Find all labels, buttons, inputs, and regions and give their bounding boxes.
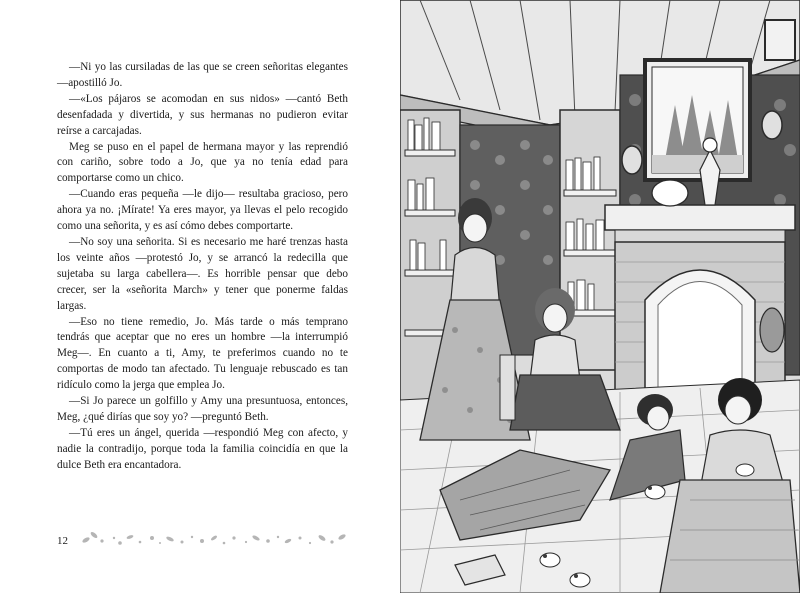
paragraph: —No soy una señorita. Si es necesario me haré trenzas hasta los veinte años —protestó Jo, y se arrancó la redecilla que sujetaba su larga cabellera—. Es horrible pensar que debo crecer, ser la «señorita March» y tener que ponerme faldas largas.: [57, 235, 348, 312]
page-number: 12: [57, 535, 68, 547]
floral-ornament: [80, 526, 348, 550]
paragraph: Meg se puso en el papel de hermana mayor y las reprendió con cariño, sobre todo a Jo, que ya no tenía edad para comportarse como un chico.: [57, 140, 348, 185]
paragraph: —Eso no tiene remedio, Jo. Más tarde o más temprano tendrás que aceptar que no eres un hombre —la interrumpió Meg—. En cuanto a ti, Amy, te preferimos cuando no te comportas de modo tan afectado. Tu lenguaje rebuscado es tan ridículo como la jerga que emplea Jo.: [57, 315, 348, 392]
paragraph: —Ni yo las cursiladas de las que se creen señoritas elegantes —apostilló Jo.: [57, 61, 348, 89]
body-text: [57, 60, 348, 474]
illustration-page: [400, 0, 800, 593]
paragraph: —Cuando eras pequeña —le dijo— resultaba gracioso, pero ahora ya no. ¡Mírate! Ya eres mayor, ya llevas el pelo recogido como una señorita, y es así cómo debes comportarte.: [57, 188, 348, 233]
parlor-illustration: [400, 0, 800, 593]
paragraph: —«Los pájaros se acomodan en sus nidos» —cantó Beth desenfadada y divertida, y sus hermanas no pudieron evitar reírse a carcajadas.: [57, 92, 348, 137]
paragraph: —Tú eres un ángel, querida —respondió Meg con afecto, y nadie la contradijo, porque toda la familia coincidía en que la dulce Beth era encantadora.: [57, 426, 348, 471]
paragraph: —Si Jo parece un golfillo y Amy una presuntuosa, entonces, Meg, ¿qué dirías que soy yo? —preguntó Beth.: [57, 395, 348, 423]
